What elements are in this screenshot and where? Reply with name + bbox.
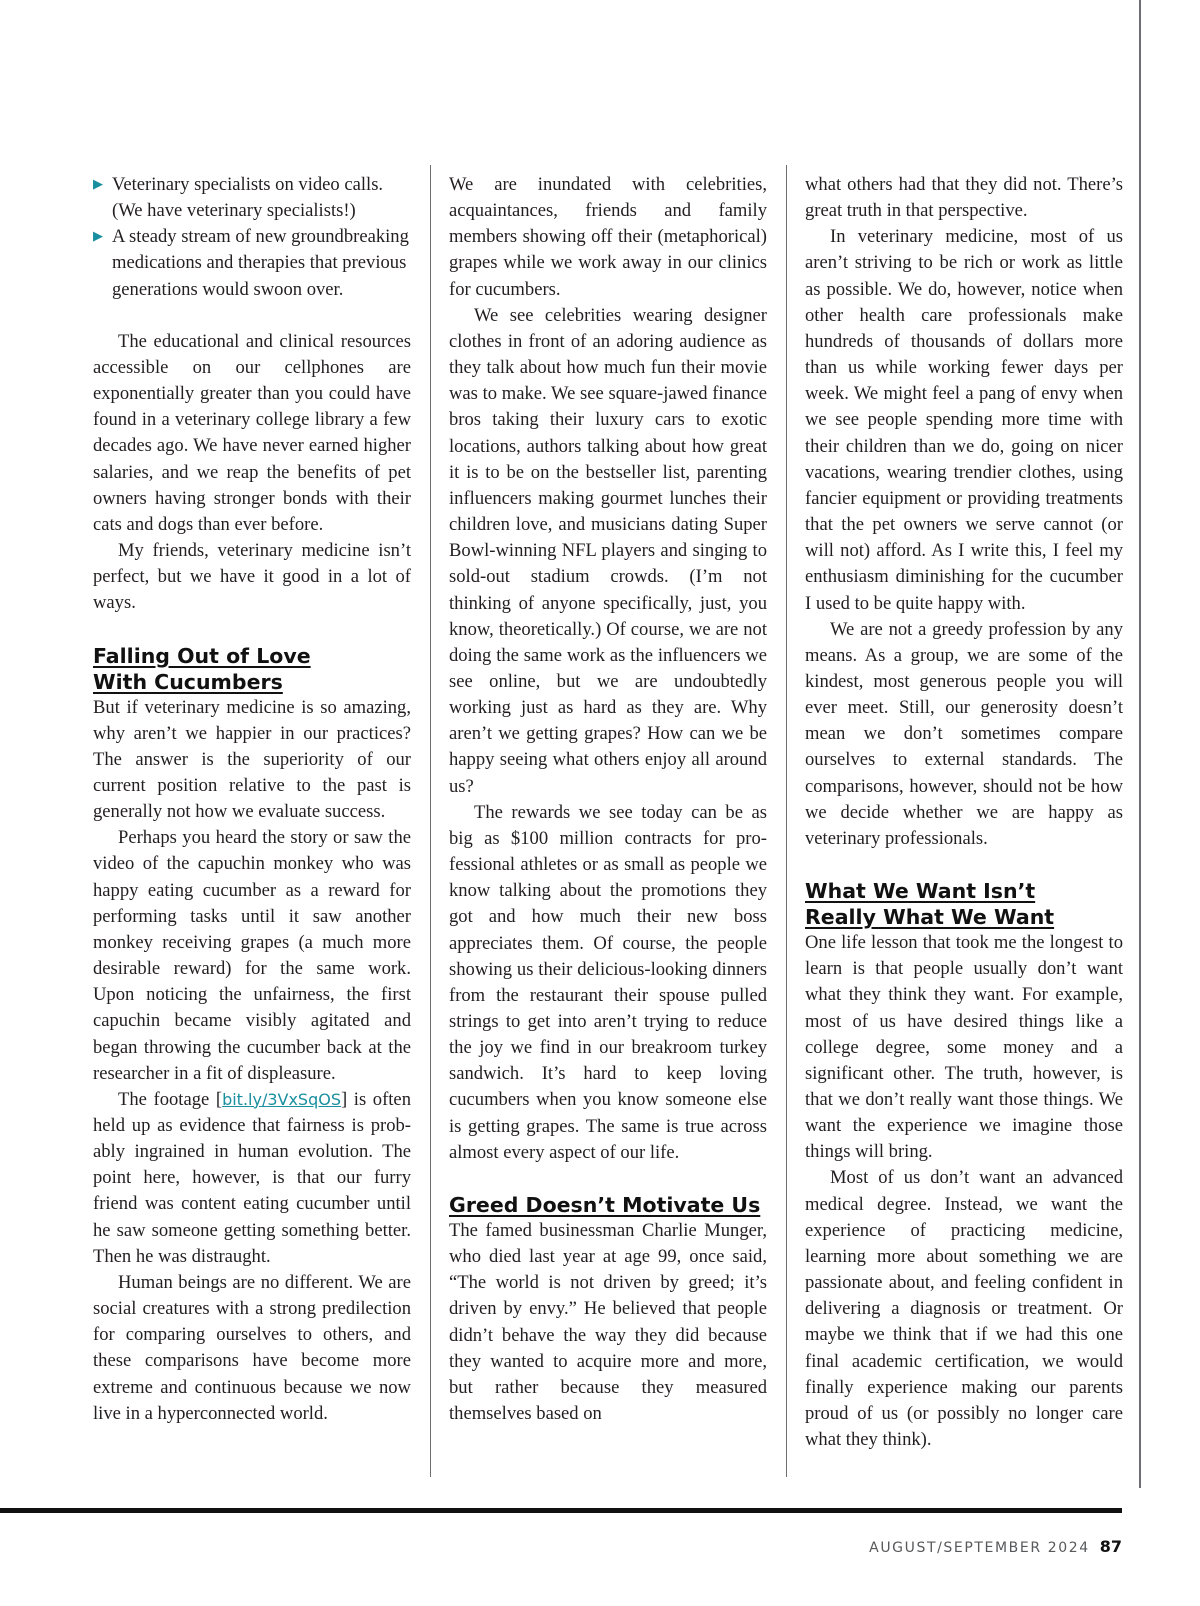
bullet-item: ▶ Veterinary specialists on video calls. (We have veterinary specialists!)	[93, 174, 384, 222]
page-number: 87	[1099, 1537, 1122, 1556]
issue-date: AUGUST/SEPTEMBER 2024	[869, 1540, 1090, 1556]
paragraph: We are not a greedy profession by any means. As a group, we are some of the kindest, most generous people you will ever meet. Still, our generosity doesn’t mean we don’t sometimes compare ourselves to external standards. The comparisons, however, should not be how we decide whether we are happy as veterinary professionals.	[805, 618, 1123, 849]
section-heading-greed: Greed Doesn’t Motivate Us	[449, 1192, 761, 1217]
column-3	[805, 172, 1123, 1453]
paragraph: The rewards we see today can be as big as $100 million contracts for professional athletes or as small as people we know talking about the promotions they got and how much their new boss appreciates them. Of course, the people showing us their delicious-looking dinners from the restaurant their spouse pulled strings to get into aren’t trying to reduce the joy we find in our breakroom turkey sandwich. It’s hard to keep loving cucumbers when you know someone else is getting grapes. The same is true across almost every aspect of our life.	[449, 801, 767, 1163]
bullet-list	[93, 172, 411, 303]
triangle-right-icon: ▶	[93, 229, 103, 245]
paragraph: The famed businessman Charlie Munger, who died last year at age 99, once said, “The world is not driven by greed; it’s driven by envy.” He believed that people didn’t behave the way they did because they wanted to acquire more and more, but rather because they measured themselves based on	[449, 1219, 767, 1425]
paragraph: One life lesson that took me the longest to learn is that people usually don’t want what they think they want. For example, most of us have desired things like a college degree, some money and a significant other. The truth, however, is that we don’t really want those things. We want the experience we imagine those things will bring.	[805, 932, 1123, 1163]
paragraph: In veterinary medicine, most of us aren’t striving to be rich or work as little as possible. We do, however, notice when other health care professionals make hundreds of thousands of dollars more than us while working fewer days per week. We might feel a pang of envy when we see people spending more time with their children than we do, going on nicer vacations, wearing trendier clothes, using fancier equipment or providing treatments that the pet owners we serve cannot (or will not) afford. As I write this, I feel my enthusiasm diminishing for the cucumber I used to be quite happy with.	[805, 226, 1123, 614]
paragraph: Most of us don’t want an advanced medical degree. Instead, we want the experience of practicing medicine, learning more about something we are passionate about, and feeling confident in delivering a diagnosis or treatment. Or maybe we think that if we had this one final academic certification, we would finally experience making our parents proud of us (or possibly no longer care what they think).	[805, 1167, 1123, 1451]
triangle-right-icon: ▶	[93, 177, 103, 192]
paragraph: My friends, veterinary medicine isn’t perfect, but we have it good in a lot of ways.	[93, 540, 411, 614]
paragraph: Perhaps you heard the story or saw the video of the capuchin monkey who was happy eating cucumber as a reward for performing tasks until it saw another monkey receiving grapes (a much more desirable reward) for the same work. Upon noticing the unfairness, the first capuchin became visibly agitated and began throwing the cucumber back at the researcher in a fit of displeasure.	[93, 827, 411, 1084]
section-heading-falling-out-of-love: Falling Out of Love With Cucumbers	[93, 643, 311, 694]
paragraph: We are inundated with celebrities, acquaintances, friends and family members showing off their (metaphorical) grapes while we work away in our clinics for cucumbers.	[449, 174, 767, 300]
bullet-item: ▶ A steady stream of new groundbreaking medications and therapies that previous generations would swoon over.	[93, 226, 409, 300]
page-footer	[869, 1537, 1122, 1556]
paragraph: The educational and clinical resources accessible on our cellphones are exponentially greater than you could have found in a veterinary college library a few decades ago. We have never earned higher salaries, and we reap the benefits of pet owners having stronger bonds with their cats and dogs than ever before.	[93, 330, 411, 535]
paragraph: But if veterinary medicine is so amazing, why aren’t we happier in our practices? The answer is the superiority of our current position relative to the past is generally not how we evaluate success.	[93, 696, 411, 823]
column-divider	[786, 165, 787, 1477]
paragraph: what others had that they did not. There’s great truth in that perspective.	[805, 174, 1123, 222]
footer-rule	[0, 1508, 1122, 1513]
paragraph: We see celebrities wearing designer clothes in front of an adoring audience as they talk about how much fun their movie was to make. We see square-jawed finance bros taking their luxury cars to exotic locations, authors talking about how great it is to be on the bestseller list, parenting influencers making gourmet lunches their children love, and musicians dating Super Bowl-winning NFL players and singing to sold-out stadium crowds. (I’m not thinking of anyone specifically, just, you know, theoretically.) Of course, we are not doing the same work as the influencers we see online, but we are undoubtedly working just as hard as they are. Why aren’t we getting grapes? How can we be happy seeing what others enjoy all around us?	[449, 304, 767, 797]
column-divider	[430, 165, 431, 1477]
section-heading-what-we-want: What We Want Isn’t Really What We Want	[805, 879, 1055, 930]
paragraph: The footage [bit.ly/3VxSqOS] is often held up as evidence that fairness is probably ingrained in human evolution. The point here, however, is that our furry friend was content eating cucumber until he saw someone getting something better. Then he was distraught.	[93, 1088, 411, 1267]
column-2	[449, 172, 767, 1427]
footage-link[interactable]: bit.ly/3VxSqOS	[222, 1089, 341, 1109]
column-1	[93, 172, 411, 1427]
page-edge-rule	[1139, 0, 1141, 1488]
paragraph: Human beings are no different. We are social creatures with a strong predilection for comparing ourselves to others, and these comparisons have become more extreme and continuous because we now live in a hyperconnected world.	[93, 1271, 411, 1424]
